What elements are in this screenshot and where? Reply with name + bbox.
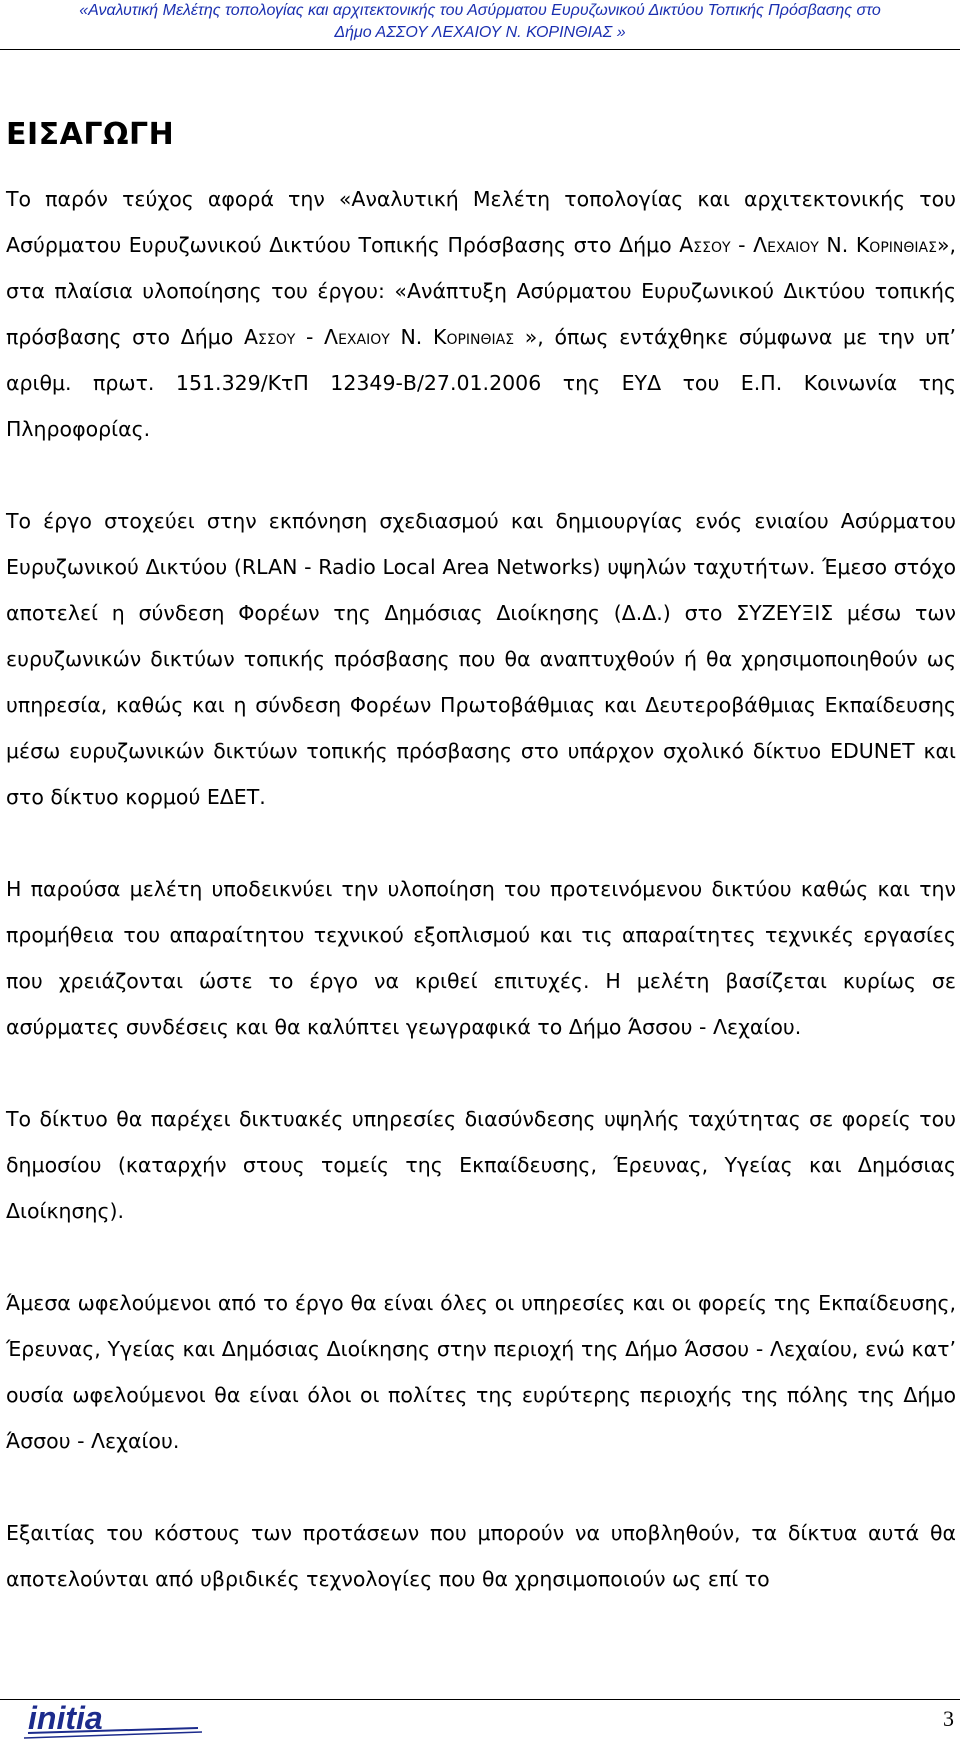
paragraph-3: Η παρούσα μελέτη υποδεικνύει την υλοποίηση του προτεινόμενου δικτύου καθώς και την προμήθεια του απαραίτητου τεχνικού εξοπλισμού και τις απαραίτητες τεχνικές εργασίες που χρειάζονται ώστε το έργο να κριθεί επιτυχές. Η μελέτη βασίζεται κυρίως σε ασύρματες συνδέσεις και θα καλύπτει γεωγραφικά το Δήμο Άσσου - Λεχαίου. bbox=[6, 877, 956, 1039]
header-line-2: Δήμο ΑΣΣΟΥ ΛΕΧΑΙΟΥ Ν. ΚΟΡΙΝΘΙΑΣ » bbox=[334, 24, 626, 41]
initia-logo bbox=[20, 1703, 205, 1741]
paragraph-6: Εξαιτίας του κόστους των προτάσεων που μπορούν να υποβληθούν, τα δίκτυα αυτά θα αποτελούνται από υβριδικές τεχνολογίες που θα χρησιμοποιούν ως επί το bbox=[6, 1521, 956, 1591]
p1-smallcaps-lechaiou: Λεχαιου bbox=[753, 233, 819, 257]
p1-smallcaps-korinthias: Κορινθιας bbox=[855, 233, 937, 257]
paragraph-2: Το έργο στοχεύει στην εκπόνηση σχεδιασμού και δημιουργίας ενός ενιαίου Ασύρματου Ευρυζωνικού Δικτύου (RLAN - Radio Local Area Networks) υψηλών ταχυτήτων. Έμεσο στόχο αποτελεί η σύνδεση Φορέων της Δημόσιας Διοίκησης (Δ.Δ.) στο ΣΥΖΕΥΞΙΣ μέσω των ευρυζωνικών δικτύων τοπικής πρόσβασης που θα αναπτυχθούν ή θα χρησιμοποιηθούν ως υπηρεσία, καθώς και η σύνδεση Φορέων Πρωτοβάθμιας και Δευτεροβάθμιας Εκπαίδευσης μέσω ευρυζωνικών δικτύων τοπικής πρόσβασης στο υπάρχον σχολικό δίκτυο EDUNET και στο δίκτυο κορμού ΕΔΕΤ. bbox=[6, 509, 956, 809]
footer-divider bbox=[0, 1699, 960, 1700]
page-number: 3 bbox=[943, 1706, 954, 1731]
p1-text-e: Ν. bbox=[818, 233, 856, 257]
p1-text-c: - bbox=[730, 233, 754, 257]
section-title: ΕΙΣΑΓΩΓΗ bbox=[6, 117, 175, 152]
header-divider bbox=[0, 49, 960, 50]
logo-text: initia bbox=[28, 1703, 103, 1736]
paragraph-5: Άμεσα ωφελούμενοι από το έργο θα είναι όλες οι υπηρεσίες και οι φορείς της Εκπαίδευσης, Έρευνας, Υγείας και Δημόσιας Διοίκησης στην περιοχή της Δήμο Άσσου - Λεχαίου, ενώ κατ’ ουσία ωφελούμενοι θα είναι όλοι οι πολίτες της ευρύτερης περιοχής της πόλης της Δήμο Άσσου - Λεχαίου. bbox=[6, 1291, 956, 1453]
p1-smallcaps-lechaiou-2: Λεχαιου bbox=[324, 325, 390, 349]
p1-smallcaps-asou-2: Ασσου bbox=[244, 325, 296, 349]
running-header bbox=[0, 0, 960, 44]
p1-text-m: », όπως εντάχθηκε σύμφωνα με την υπ’ αριθμ. πρωτ. 151.329/ΚτΠ 12349-Β/27.01.2006 της ΕΥΔ του Ε.Π. Κοινωνία της Πληροφορίας. bbox=[6, 325, 957, 441]
paragraph-4: Το δίκτυο θα παρέχει δικτυακές υπηρεσίες διασύνδεσης υψηλής ταχύτητας σε φορείς του δημοσίου (καταρχήν στους τομείς της Εκπαίδευσης, Έρευνας, Υγείας και Δημόσιας Διοίκησης). bbox=[6, 1107, 956, 1223]
paragraph-1 bbox=[6, 176, 956, 452]
p1-smallcaps-korinthias-2: Κορινθιας bbox=[433, 325, 515, 349]
p1-text-g: », στα πλαίσια υλοποίησης του έργου: «Ανάπτυξη Ασύρματου Ευρυζωνικού Δικτύου τοπικής πρόσβασης στο Δήμο bbox=[6, 233, 956, 349]
p1-text-a: Το παρόν τεύχος αφορά την «Αναλυτική Μελέτη τοπολογίας και αρχιτεκτονικής του Ασύρματου Ευρυζωνικού Δικτύου Τοπικής Πρόσβασης στο Δήμο bbox=[6, 187, 956, 257]
p1-text-k: Ν. bbox=[389, 325, 433, 349]
document-body bbox=[6, 176, 956, 1648]
header-line-1: «Αναλυτική Μελέτης τοπολογίας και αρχιτεκτονικής του Ασύρματου Ευρυζωνικού Δικτύου Τοπικής Πρόσβασης στο bbox=[79, 2, 881, 19]
p1-text-i: - bbox=[295, 325, 325, 349]
p1-smallcaps-asou: Ασσου bbox=[679, 233, 731, 257]
